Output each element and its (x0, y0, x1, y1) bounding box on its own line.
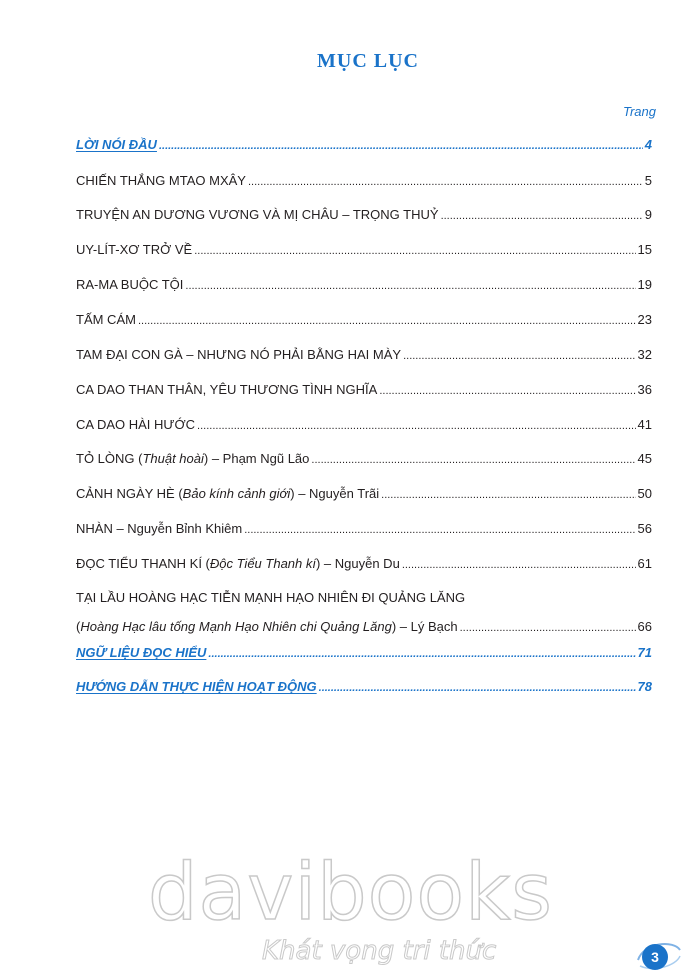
toc-entry-uy-lit-xo-tro-ve[interactable] (76, 241, 652, 260)
page-title: MỤC LỤC (317, 50, 419, 72)
toc-entry-page: 5 (644, 173, 652, 188)
toc-entry-tam-dai-con-ga[interactable] (76, 346, 652, 365)
page-number-badge: 3 (642, 944, 668, 970)
toc-entry-tam-cam[interactable] (76, 311, 652, 330)
toc-entry-subtitle: (Hoàng Hạc lâu tống Mạnh Hạo Nhiên chi Quảng Lăng) – Lý Bạch (76, 619, 458, 634)
leader-dots (159, 138, 643, 155)
leader-dots (441, 208, 643, 225)
toc-entry-title: TẠI LẦU HOÀNG HẠC TIỄN MẠNH HẠO NHIÊN ĐI QUẢNG LĂNG (76, 590, 466, 605)
toc-entry-title: NHÀN – Nguyễn Bỉnh Khiêm (76, 521, 243, 536)
leader-dots (403, 348, 635, 365)
toc-entry-page: 78 (637, 679, 652, 694)
leader-dots (319, 680, 636, 697)
toc-entry-canh-ngay-he[interactable] (76, 485, 652, 504)
toc-entry-title: TAM ĐẠI CON GÀ – NHƯNG NÓ PHẢI BẰNG HAI MÀY (76, 347, 402, 362)
toc-entry-title: CẢNH NGÀY HÈ (Bảo kính cảnh giới) – Nguyễn Trãi (76, 486, 380, 501)
leader-dots (460, 620, 636, 637)
leader-dots (381, 487, 635, 504)
toc-entry-ca-dao-than-than[interactable] (76, 381, 652, 400)
toc-entry-page: 4 (644, 137, 652, 152)
toc-entry-page: 15 (637, 242, 652, 257)
toc-entry-title: UY-LÍT-XƠ TRỞ VỀ (76, 242, 193, 257)
toc-entry-title: TỎ LÒNG (Thuật hoài) – Phạm Ngũ Lão (76, 451, 310, 466)
leader-dots (197, 418, 635, 435)
leader-dots (185, 278, 635, 295)
leader-dots (138, 313, 636, 330)
toc-entry-nhan[interactable] (76, 520, 652, 539)
toc-entry-doc-tieu-thanh-ki[interactable] (76, 555, 652, 574)
toc-entry-title: HƯỚNG DẪN THỰC HIỆN HOẠT ĐỘNG (76, 679, 317, 694)
toc-entry-an-duong-vuong[interactable] (76, 206, 652, 225)
leader-dots (208, 646, 635, 663)
toc-entry-to-long[interactable] (76, 450, 652, 469)
toc-entry-title: TRUYỆN AN DƯƠNG VƯƠNG VÀ MỊ CHÂU – TRỌNG THUỶ (76, 207, 439, 222)
watermark-slogan: Khát vọng tri thức (262, 936, 497, 966)
toc-entry-page: 50 (637, 486, 652, 501)
page-column-label: Trang (623, 104, 656, 119)
toc-entry-title: LỜI NÓI ĐẦU (76, 137, 157, 152)
toc-entry-page: 9 (644, 207, 652, 222)
leader-dots (379, 383, 635, 400)
toc-entry-page: 41 (637, 417, 652, 432)
toc-entry-page: 61 (637, 556, 652, 571)
toc-entry-title: CHIẾN THẮNG MTAO MXÂY (76, 173, 246, 188)
toc-entry-page: 19 (637, 277, 652, 292)
toc-entry-title: CA DAO THAN THÂN, YÊU THƯƠNG TÌNH NGHĨA (76, 382, 378, 397)
toc-entry-huong-dan-thuc-hien[interactable] (76, 678, 652, 697)
toc-entry-ra-ma-buoc-toi[interactable] (76, 276, 652, 295)
toc-entry-title: ĐỌC TIỂU THANH KÍ (Độc Tiểu Thanh kí) – Nguyễn Du (76, 556, 400, 571)
toc-entry-loi-noi-dau[interactable] (76, 136, 652, 155)
toc-entry-page: 32 (637, 347, 652, 362)
watermark-logo: davibooks (148, 848, 553, 938)
toc-entry-title: NGỮ LIỆU ĐỌC HIỂU (76, 645, 207, 660)
toc-entry-page: 66 (637, 619, 652, 634)
toc-entry-ngu-lieu-doc-hieu[interactable] (76, 644, 652, 663)
toc-entry-tai-lau-hoang-hac[interactable] (76, 589, 652, 637)
toc-entry-page: 36 (637, 382, 652, 397)
leader-dots (311, 452, 635, 469)
leader-dots (194, 243, 635, 260)
leader-dots (248, 174, 643, 191)
toc-entry-page: 56 (637, 521, 652, 536)
toc-entry-title: TẤM CÁM (76, 312, 136, 327)
toc-entry-page: 45 (637, 451, 652, 466)
leader-dots (244, 522, 635, 539)
toc-entry-page: 71 (637, 645, 652, 660)
toc-entry-ca-dao-hai-huoc[interactable] (76, 416, 652, 435)
toc-entry-title: RA-MA BUỘC TỘI (76, 277, 184, 292)
toc-entry-title: CA DAO HÀI HƯỚC (76, 417, 196, 432)
toc-entry-page: 23 (637, 312, 652, 327)
leader-dots (402, 557, 636, 574)
toc-entry-chien-thang-mtao-mxay[interactable] (76, 172, 652, 191)
